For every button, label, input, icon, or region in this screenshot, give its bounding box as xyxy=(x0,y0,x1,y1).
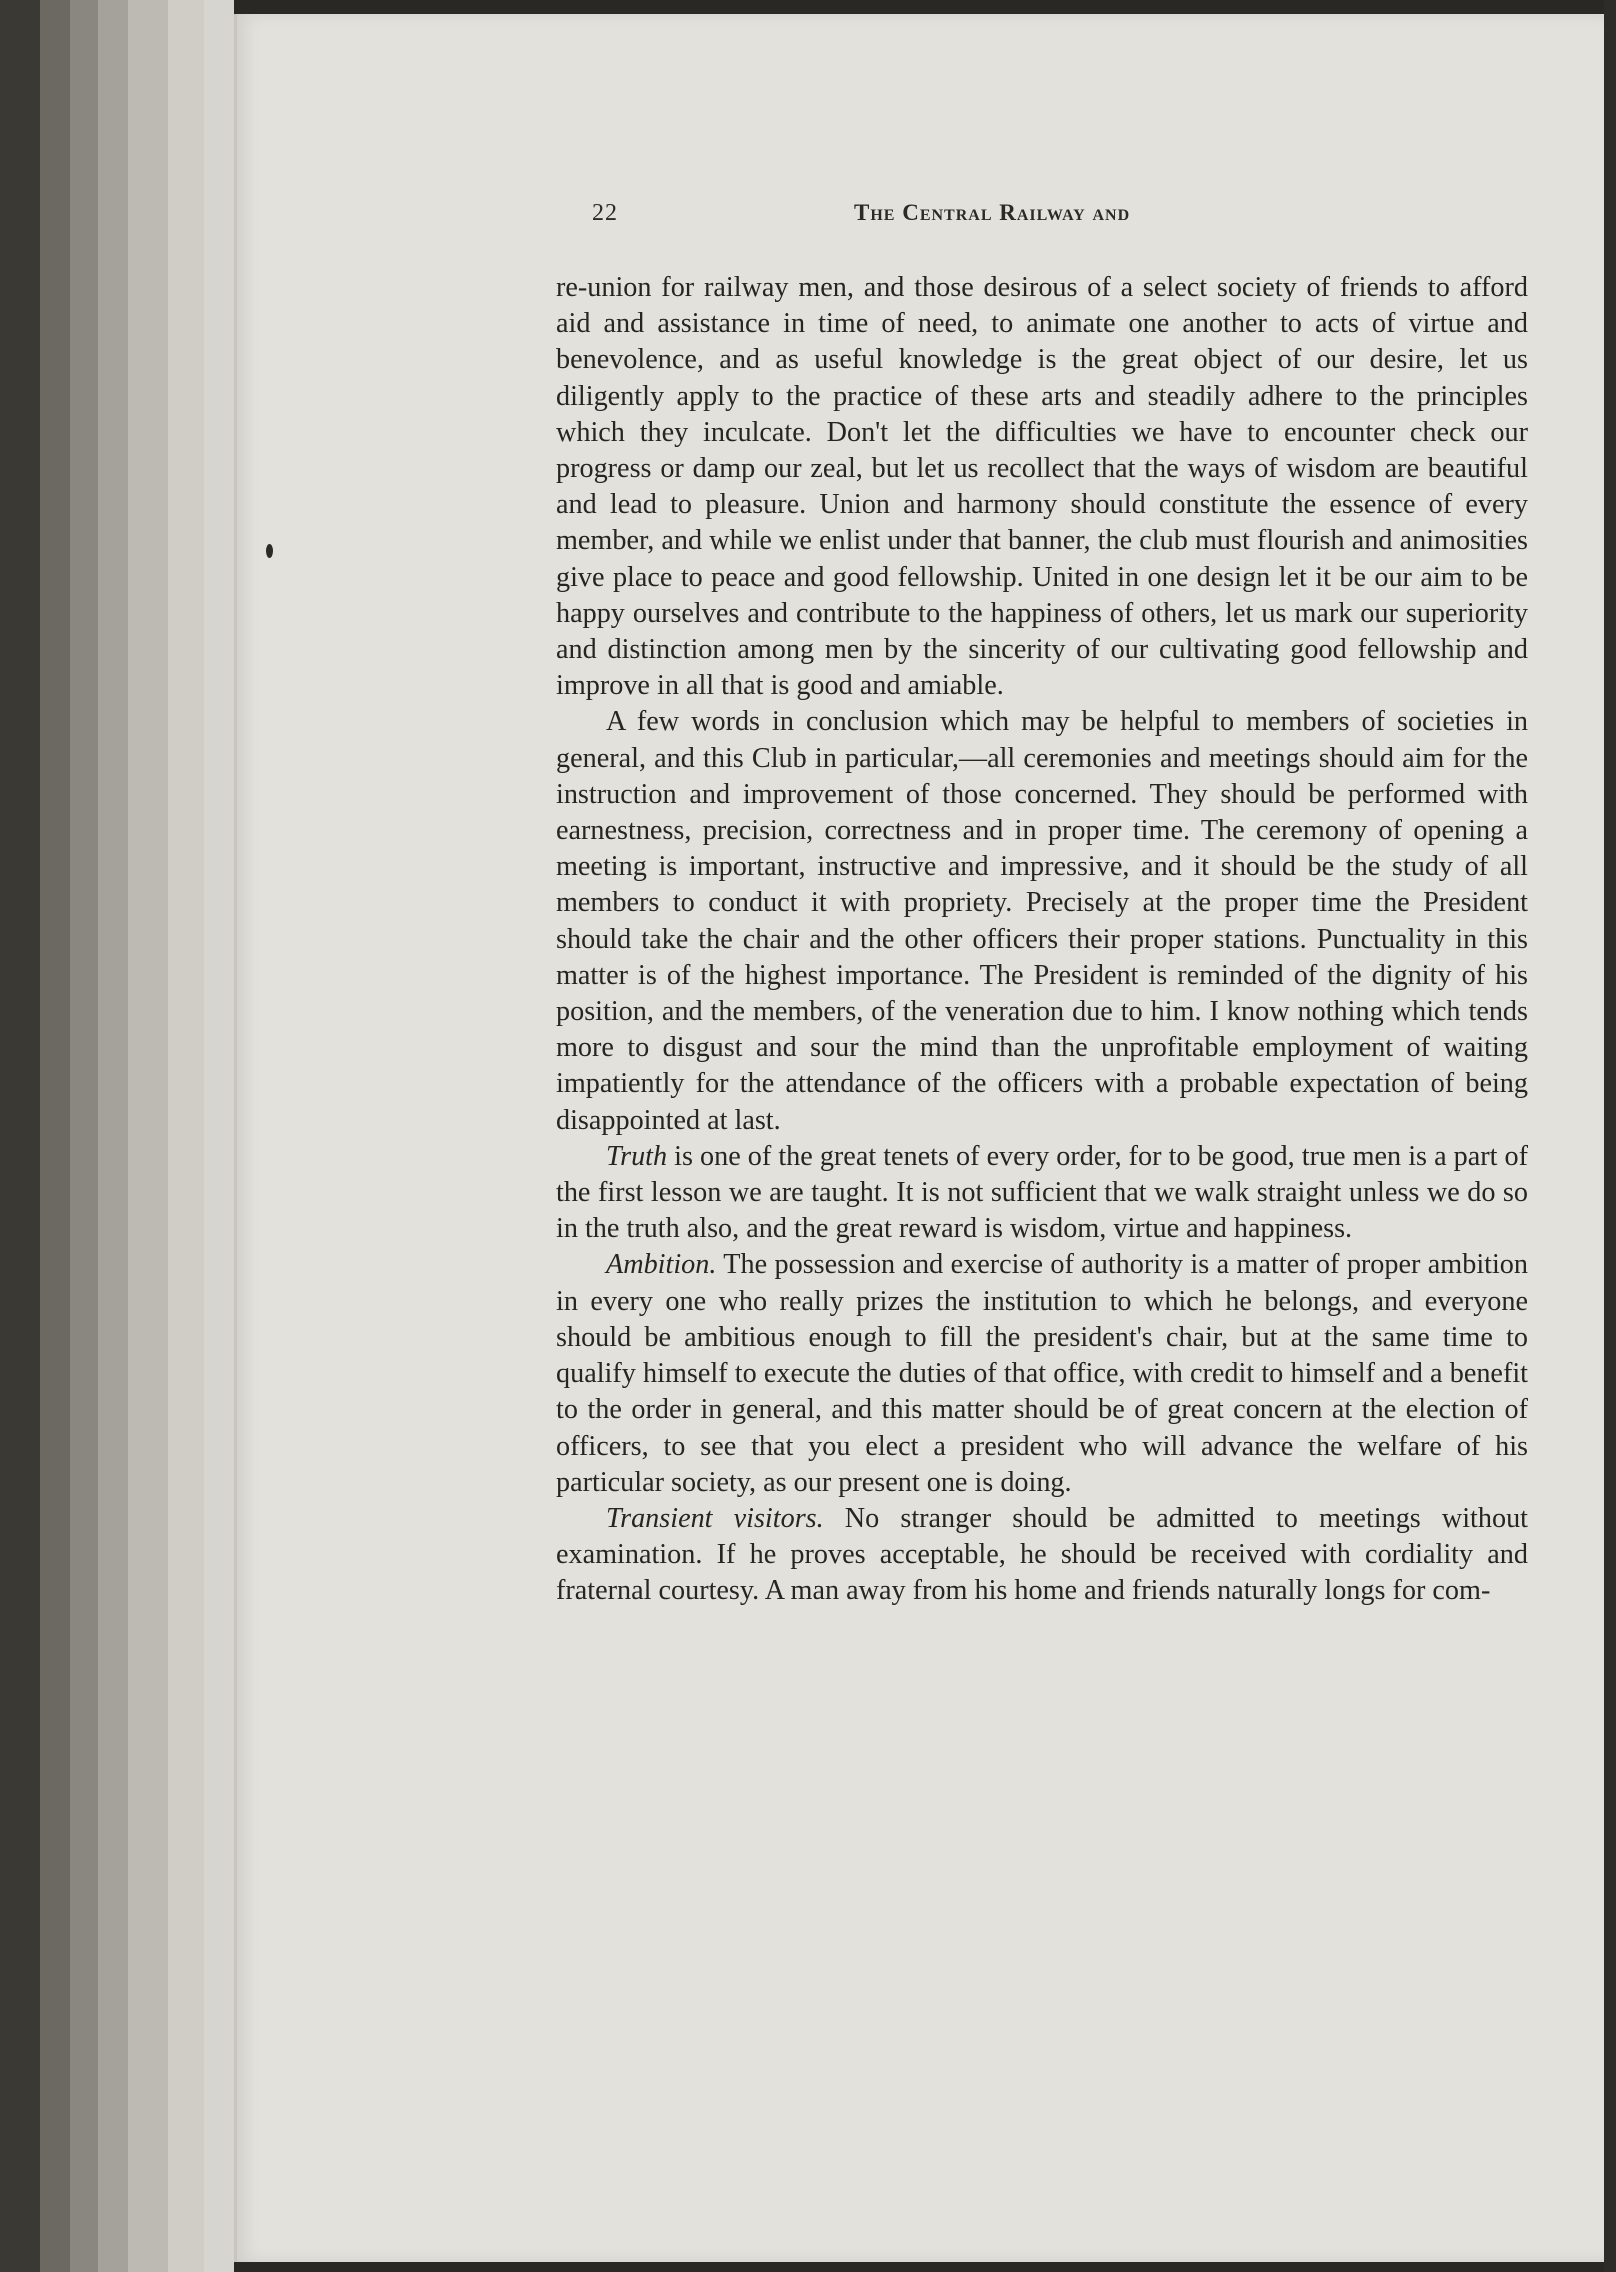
book-edge xyxy=(98,0,128,2272)
running-head xyxy=(592,200,1602,236)
paragraph xyxy=(556,1247,1528,1500)
page-number: 22 xyxy=(592,200,618,226)
book-edge xyxy=(70,0,98,2272)
running-head-title: The Central Railway and xyxy=(854,200,1131,225)
paragraph-text: No stranger should be admitted to meetings without examination. If he proves acceptable, he should be received with cordiality and fraternal courtesy. A man away from his home and friends naturally longs for com- xyxy=(556,1502,1529,1607)
book-edge xyxy=(40,0,70,2272)
paragraph-text: is one of the great tenets of every order, for to be good, true men is a part of the first lesson we are taught. It is not sufficient that we walk straight unless we do so in the truth also, and the great reward is wisdom, virtue and happiness. xyxy=(556,1140,1528,1245)
book-edge xyxy=(168,0,204,2272)
paragraph-lead: Ambition. xyxy=(606,1249,717,1281)
paragraph xyxy=(556,1501,1528,1610)
paragraph-text: The possession and exercise of authority is a matter of proper ambition in every one who really prizes the institution to which he belongs, and everyone should be ambitious enough to fill the president's chair, but at the same time to qualify himself to execute the duties of that office, with credit to himself and a benefit to the order in general, and this matter should be of great concern at the election of officers, to see that you elect a president who will advance the welfare of his particular society, as our present one is doing. xyxy=(556,1249,1528,1498)
paragraph-lead: Truth xyxy=(606,1140,668,1172)
ink-speck xyxy=(266,544,273,558)
book-edge xyxy=(204,0,234,2272)
book-edge xyxy=(0,0,40,2272)
book-edge xyxy=(128,0,168,2272)
paragraph-lead: Transient visitors. xyxy=(606,1502,824,1534)
page-shadow xyxy=(1604,0,1616,2272)
paragraph xyxy=(556,270,1528,704)
body-text xyxy=(556,270,1528,1610)
paragraph xyxy=(556,704,1528,1138)
paragraph-text: A few words in conclusion which may be helpful to members of societies in general, and this Club in particular,—all ceremonies and meetings should aim for the instruction and improvement of those concerned. They should be performed with earnestness, precision, correctness and in proper time. The ceremony of opening a meeting is important, instructive and impressive, and it should be the study of all members to conduct it with propriety. Precisely at the proper time the President should take the chair and the other officers their proper stations. Punctuality in this matter is of the highest importance. The President is reminded of the dignity of his position, and the members, of the veneration due to him. I know nothing which tends more to disgust and sour the mind than the unprofitable employment of waiting impatiently for the attendance of the officers with a probable expectation of being disappointed at last. xyxy=(556,706,1528,1136)
paragraph-text: re-union for railway men, and those desirous of a select society of friends to afford aid and assistance in time of need, to animate one another to acts of virtue and benevolence, and as useful knowledge is the great object of our desire, let us diligently apply to the practice of these arts and steadily adhere to the principles which they inculcate. Don't let the difficulties we have to encounter check our progress or damp our zeal, but let us recollect that the ways of wisdom are beautiful and lead to pleasure. Union and harmony should constitute the essence of every member, and while we enlist under that banner, the club must flourish and animosities give place to peace and good fellowship. United in one design let it be our aim to be happy ourselves and contribute to the happiness of others, let us mark our superiority and distinction among men by the sincerity of our cultivating good fellowship and improve in all that is good and amiable. xyxy=(556,272,1528,702)
paragraph xyxy=(556,1139,1528,1248)
